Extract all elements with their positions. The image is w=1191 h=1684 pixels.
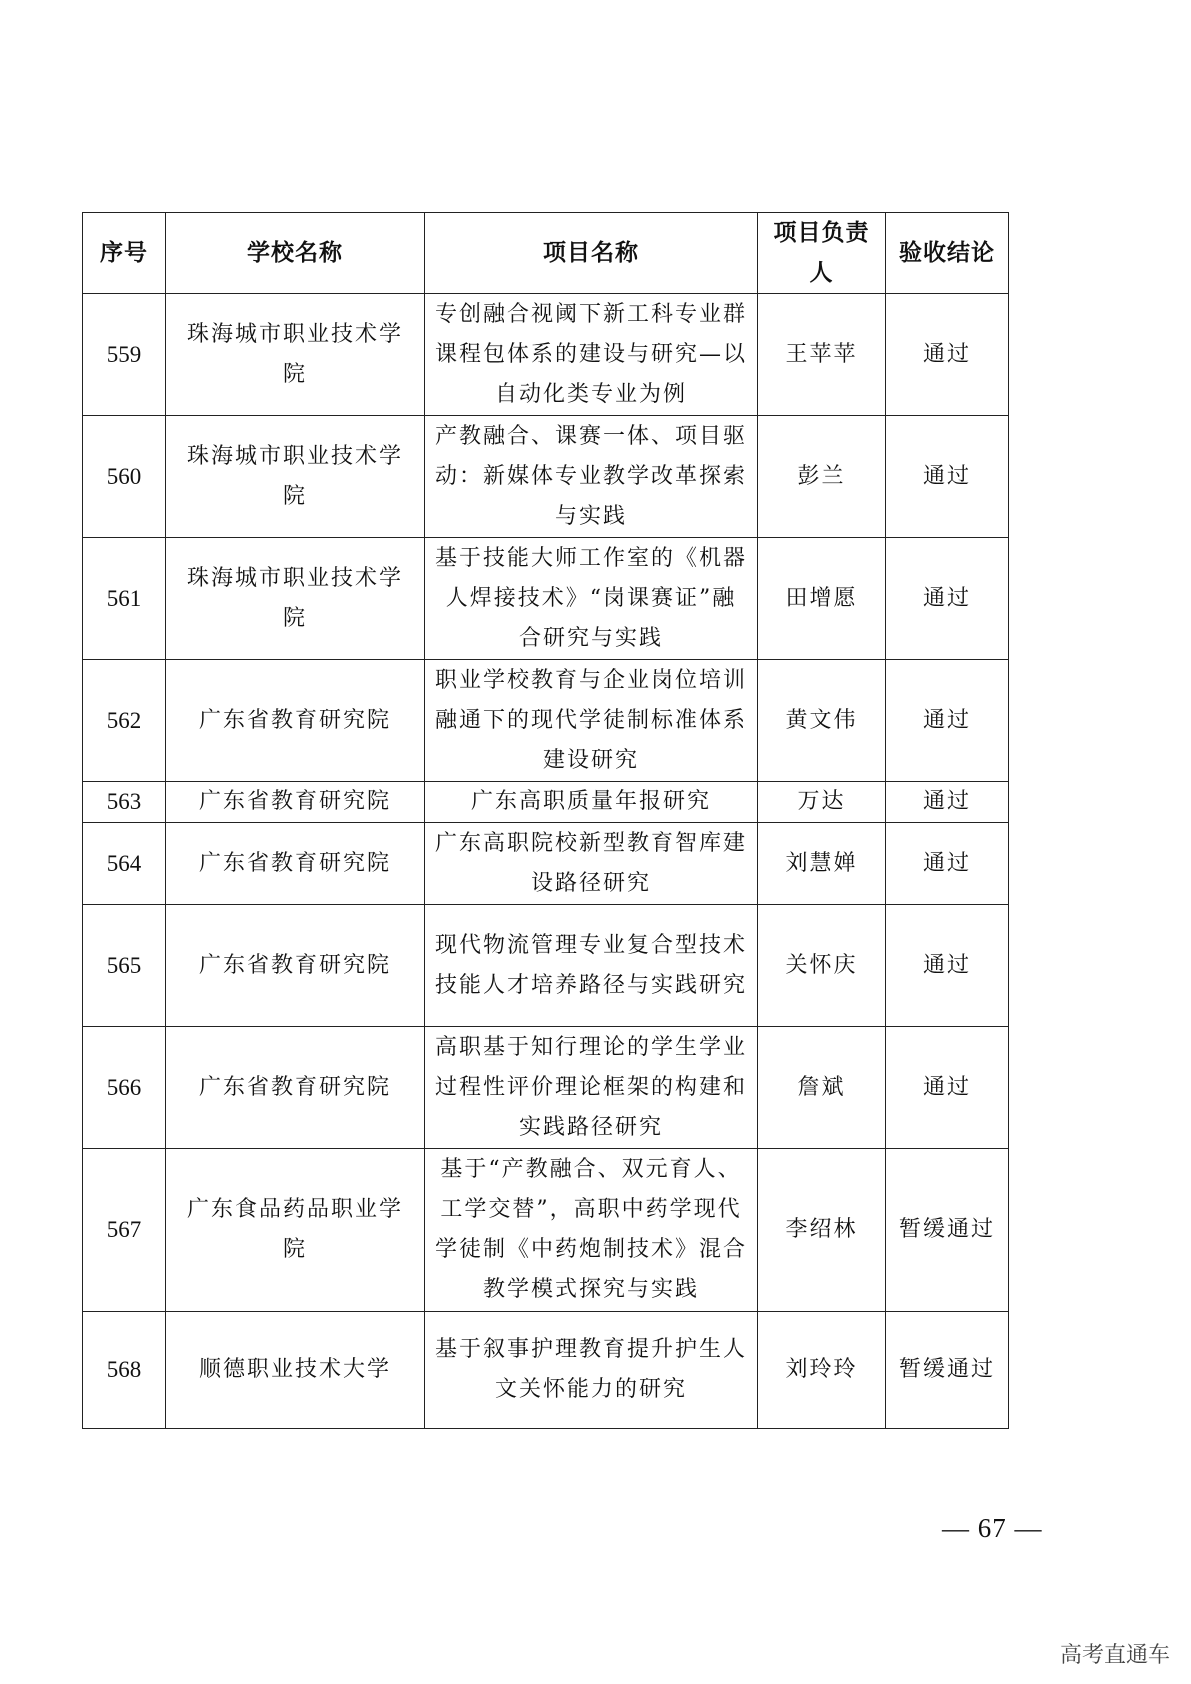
cell-leader: 万达	[758, 782, 886, 823]
cell-school: 珠海城市职业技术学院	[166, 538, 425, 660]
table-row	[83, 905, 1009, 1027]
cell-seq: 565	[83, 905, 166, 1027]
cell-seq: 563	[83, 782, 166, 823]
cell-result: 通过	[886, 823, 1009, 905]
cell-result: 通过	[886, 538, 1009, 660]
cell-result: 暂缓通过	[886, 1312, 1009, 1429]
cell-project: 产教融合、课赛一体、项目驱动：新媒体专业教学改革探索与实践	[425, 416, 758, 538]
cell-seq: 567	[83, 1149, 166, 1312]
table-header-row	[83, 213, 1009, 294]
cell-leader: 詹斌	[758, 1027, 886, 1149]
cell-seq: 566	[83, 1027, 166, 1149]
header-school: 学校名称	[166, 213, 425, 294]
watermark: 高考直通车	[1060, 1643, 1171, 1668]
cell-leader: 刘慧婵	[758, 823, 886, 905]
header-leader: 项目负责人	[758, 213, 886, 294]
table-row	[83, 1027, 1009, 1149]
cell-school: 顺德职业技术大学	[166, 1312, 425, 1429]
cell-result: 通过	[886, 782, 1009, 823]
cell-project: 基于技能大师工作室的《机器人焊接技术》“岗课赛证”融合研究与实践	[425, 538, 758, 660]
project-acceptance-table	[82, 212, 1009, 1429]
cell-result: 暂缓通过	[886, 1149, 1009, 1312]
cell-leader: 田增愿	[758, 538, 886, 660]
cell-project: 基于“产教融合、双元育人、工学交替”，高职中药学现代学徒制《中药炮制技术》混合教学模式探究与实践	[425, 1149, 758, 1312]
table-row	[83, 294, 1009, 416]
cell-project: 专创融合视阈下新工科专业群课程包体系的建设与研究—以自动化类专业为例	[425, 294, 758, 416]
cell-leader: 刘玲玲	[758, 1312, 886, 1429]
cell-school: 珠海城市职业技术学院	[166, 416, 425, 538]
header-result: 验收结论	[886, 213, 1009, 294]
cell-school: 广东省教育研究院	[166, 1027, 425, 1149]
cell-seq: 562	[83, 660, 166, 782]
header-project: 项目名称	[425, 213, 758, 294]
cell-project: 职业学校教育与企业岗位培训融通下的现代学徒制标准体系建设研究	[425, 660, 758, 782]
cell-leader: 李绍林	[758, 1149, 886, 1312]
cell-result: 通过	[886, 294, 1009, 416]
table-row	[83, 1312, 1009, 1429]
cell-seq: 568	[83, 1312, 166, 1429]
cell-project: 广东高职质量年报研究	[425, 782, 758, 823]
table-row	[83, 823, 1009, 905]
cell-project: 基于叙事护理教育提升护生人文关怀能力的研究	[425, 1312, 758, 1429]
table-row	[83, 416, 1009, 538]
cell-seq: 564	[83, 823, 166, 905]
table-row	[83, 660, 1009, 782]
cell-result: 通过	[886, 1027, 1009, 1149]
cell-school: 广东食品药品职业学院	[166, 1149, 425, 1312]
cell-seq: 560	[83, 416, 166, 538]
cell-project: 广东高职院校新型教育智库建设路径研究	[425, 823, 758, 905]
header-seq: 序号	[83, 213, 166, 294]
table-row	[83, 1149, 1009, 1312]
page-number: — 67 —	[942, 1513, 1043, 1543]
cell-school: 广东省教育研究院	[166, 660, 425, 782]
cell-leader: 黄文伟	[758, 660, 886, 782]
cell-leader: 关怀庆	[758, 905, 886, 1027]
cell-project: 现代物流管理专业复合型技术技能人才培养路径与实践研究	[425, 905, 758, 1027]
cell-school: 珠海城市职业技术学院	[166, 294, 425, 416]
cell-seq: 559	[83, 294, 166, 416]
cell-leader: 彭兰	[758, 416, 886, 538]
cell-school: 广东省教育研究院	[166, 905, 425, 1027]
cell-seq: 561	[83, 538, 166, 660]
cell-result: 通过	[886, 660, 1009, 782]
cell-result: 通过	[886, 905, 1009, 1027]
cell-project: 高职基于知行理论的学生学业过程性评价理论框架的构建和实践路径研究	[425, 1027, 758, 1149]
table-row	[83, 782, 1009, 823]
cell-leader: 王苹苹	[758, 294, 886, 416]
cell-result: 通过	[886, 416, 1009, 538]
cell-school: 广东省教育研究院	[166, 782, 425, 823]
table-row	[83, 538, 1009, 660]
cell-school: 广东省教育研究院	[166, 823, 425, 905]
